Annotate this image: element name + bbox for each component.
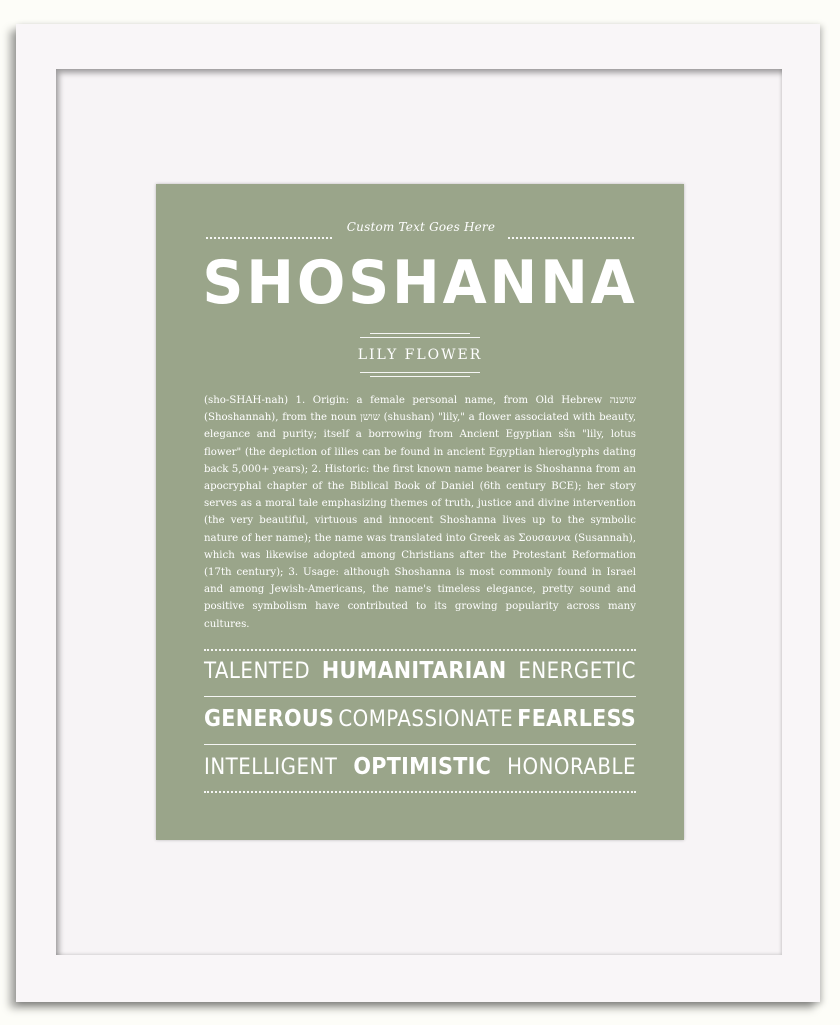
trait-word: GENEROUS bbox=[204, 706, 335, 732]
traits-bottom-dots bbox=[204, 791, 636, 793]
trait-word: OPTIMISTIC bbox=[353, 754, 492, 780]
meaning-rule-top-2 bbox=[360, 337, 480, 338]
meaning-rule-top-1 bbox=[370, 333, 470, 334]
name-definition: (sho-SHAH-nah) 1. Origin: a female personal name, from Old Hebrew שושנה (Shoshannah), from the noun שושן (shushan) "lily," a flower associated with beauty, elegance and purity; itself a borrowing from Ancient Egyptian sšn "lily, lotus flower" (the depiction of lilies can be found in ancient Egyptian hieroglyphs dating back 5,000+ years); 2. Historic: the first known name bearer is Shoshanna from an apocryphal chapter of the Biblical Book of Daniel (6th century BCE); her story serves as a moral tale emphasizing themes of truth, justice and divine intervention (the very beautiful, virtuous and innocent Shoshanna lives up to the symbolic nature of her name); the name was translated into Greek as Σουσαννα (Susannah), which was likewise adopted among Christians after the Protestant Reformation (17th century); 3. Usage: although Shoshanna is most commonly found in Israel and among Jewish-Americans, the name's timeless elegance, pretty sound and positive symbolism have contributed to its growing popularity across many cultures. bbox=[204, 395, 636, 630]
traits-divider-1 bbox=[204, 696, 636, 697]
traits-top-dots bbox=[204, 649, 636, 651]
header-dots-right bbox=[508, 237, 634, 239]
traits-row-2 bbox=[204, 706, 636, 732]
trait-word: HUMANITARIAN bbox=[321, 658, 507, 684]
name-title: SHOSHANNA bbox=[202, 248, 638, 318]
meaning-rule-bottom-2 bbox=[370, 376, 470, 377]
custom-text: Custom Text Goes Here bbox=[346, 220, 496, 234]
trait-word: HONORABLE bbox=[507, 755, 636, 780]
name-meaning: LILY FLOWER bbox=[357, 347, 483, 363]
trait-word: TALENTED bbox=[204, 659, 311, 684]
trait-word: COMPASSIONATE bbox=[338, 707, 514, 732]
name-print bbox=[156, 184, 684, 840]
trait-word: ENERGETIC bbox=[518, 659, 636, 684]
traits-divider-2 bbox=[204, 744, 636, 745]
trait-word: FEARLESS bbox=[517, 706, 636, 732]
header-dots-left bbox=[206, 237, 332, 239]
traits-row-3 bbox=[204, 754, 636, 780]
traits-row-1 bbox=[204, 658, 636, 684]
trait-word: INTELLIGENT bbox=[204, 755, 338, 780]
meaning-rule-bottom-1 bbox=[360, 372, 480, 373]
